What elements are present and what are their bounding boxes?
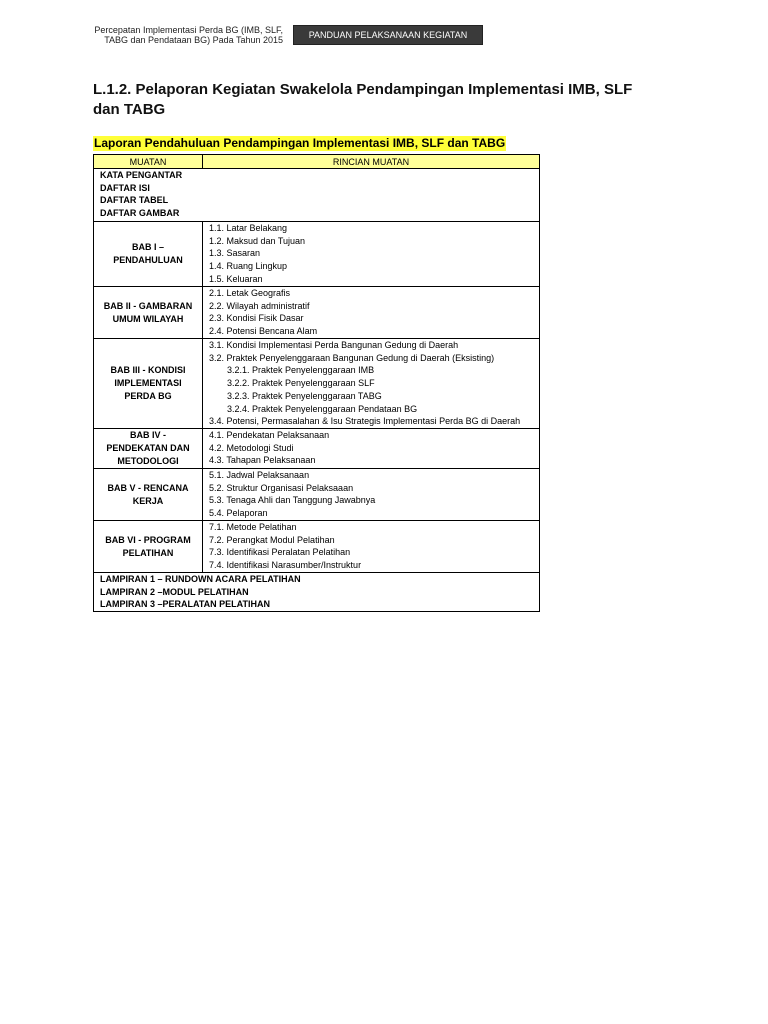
bab4-items [203,429,540,469]
table-row [94,469,540,521]
list-item: 4.3. Tahapan Pelaksanaan [209,455,316,466]
list-item: 3.2. Praktek Penyelenggaraan Bangunan Gedung di Daerah (Eksisting) [209,352,495,363]
list-item: 5.3. Tenaga Ahli dan Tanggung Jawabnya [209,495,376,506]
table-row [94,339,540,429]
bab6-items [203,521,540,573]
list-item: 3.2.3. Praktek Penyelenggaraan TABG [227,390,382,401]
header-muatan: MUATAN [94,155,203,169]
header-section-label: PANDUAN PELAKSANAAN KEGIATAN [293,25,483,45]
table-caption: Laporan Pendahuluan Pendampingan Implementasi IMB, SLF dan TABG [94,136,506,150]
list-item: 3.2.2. Praktek Penyelenggaraan SLF [227,378,375,389]
bab2-items [203,287,540,339]
list-item: 5.4. Pelaporan [209,508,268,519]
table-row [94,429,540,469]
bab5-items [203,469,540,521]
list-item: DAFTAR GAMBAR [100,208,180,219]
list-item: 2.1. Letak Geografis [209,288,291,298]
list-item: 2.4. Potensi Bencana Alam [209,326,318,337]
list-item: 1.4. Ruang Lingkup [209,261,288,272]
list-item: 7.2. Perangkat Modul Pelatihan [209,534,335,545]
list-item: 3.2.4. Praktek Penyelenggaraan Pendataan BG [227,403,418,414]
contents-table [93,154,540,612]
table-row [94,222,540,287]
bab1-items [203,222,540,287]
list-item: 3.1. Kondisi Implementasi Perda Bangunan Gedung di Daerah [209,340,459,350]
list-item: 1.5. Keluaran [209,273,263,284]
list-item: 3.4. Potensi, Permasalahan & Isu Strategis Implementasi Perda BG di Daerah [209,416,521,427]
header-rincian-muatan: RINCIAN MUATAN [203,155,540,169]
list-item: 5.1. Jadwal Pelaksanaan [209,470,310,480]
list-item: LAMPIRAN 1 – RUNDOWN ACARA PELATIHAN [100,574,301,584]
lampiran-cell [94,573,540,612]
list-item: LAMPIRAN 3 –PERALATAN PELATIHAN [100,599,271,610]
table-header-row [94,155,540,169]
list-item: 4.2. Metodologi Studi [209,442,294,453]
list-item: 2.2. Wilayah administratif [209,300,310,311]
list-item: DAFTAR ISI [100,182,150,193]
header-line-1: Percepatan Implementasi Perda BG (IMB, SLF, [94,25,283,35]
bab3-items [203,339,540,429]
header-line-2: TABG dan Pendataan BG) Pada Tahun 2015 [104,35,283,45]
list-item: DAFTAR TABEL [100,195,169,206]
bab4-label: BAB IV - PENDEKATAN DAN METODOLOGI [94,429,203,469]
list-item: 7.3. Identifikasi Peralatan Pelatihan [209,547,351,558]
list-item: LAMPIRAN 2 –MODUL PELATIHAN [100,586,249,597]
list-item: 1.1. Latar Belakang [209,223,288,233]
list-item: 1.2. Maksud dan Tujuan [209,235,306,246]
bab6-label: BAB VI - PROGRAM PELATIHAN [94,521,203,573]
bab1-label: BAB I – PENDAHULUAN [94,222,203,287]
list-item: 7.1. Metode Pelatihan [209,522,297,532]
list-item: 3.2.1. Praktek Penyelenggaraan IMB [227,365,375,376]
list-item: 2.3. Kondisi Fisik Dasar [209,313,304,324]
list-item: 5.2. Struktur Organisasi Pelaksaaan [209,482,354,493]
bab2-label: BAB II - GAMBARAN UMUM WILAYAH [94,287,203,339]
front-matter-row [94,169,540,222]
front-matter-cell [94,169,540,222]
table-row [94,287,540,339]
bab3-label: BAB III - KONDISI IMPLEMENTASI PERDA BG [94,339,203,429]
bab5-label: BAB V - RENCANA KERJA [94,469,203,521]
list-item: 4.1. Pendekatan Pelaksanaan [209,430,330,440]
list-item: 7.4. Identifikasi Narasumber/Instruktur [209,560,362,571]
lampiran-row [94,573,540,612]
header-document-title [90,25,283,45]
list-item: KATA PENGANTAR [100,170,183,180]
list-item: 1.3. Sasaran [209,248,261,259]
section-title: L.1.2. Pelaporan Kegiatan Swakelola Pendampingan Implementasi IMB, SLF dan TABG [93,81,633,118]
table-row [94,521,540,573]
